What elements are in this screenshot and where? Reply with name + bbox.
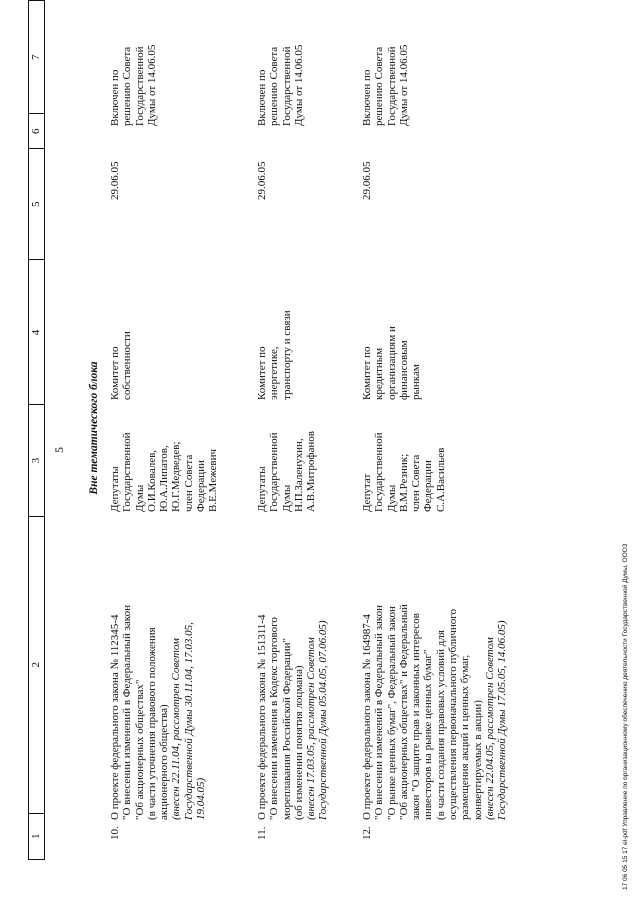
description-line: мореплавания Российской Федерации" [280, 637, 293, 820]
description-line: (об изменении понятия лоцмана) [292, 665, 305, 820]
block-title: Вне тематического блока [88, 361, 100, 495]
column-number-4: 4 [29, 260, 45, 405]
authors-cell [109, 400, 220, 512]
note-line: (внесен 17.03.05, рассмотрен Советом [305, 637, 318, 820]
author-line: Депутаты [109, 466, 121, 512]
row-number: 10. [109, 826, 121, 840]
column-header-table [28, 0, 45, 860]
author-line: А.В.Митрофанов [305, 431, 318, 512]
status-line: Государственной [133, 46, 146, 126]
author-line: член Совета [410, 454, 423, 512]
status-cell [109, 6, 158, 126]
author-line: Ю.А.Липатов, [158, 445, 171, 512]
submission-note [484, 550, 509, 820]
bill-description [361, 550, 509, 820]
author-line: Депутат [361, 473, 373, 512]
column-number-6: 6 [29, 114, 45, 149]
author-line: Федерации [422, 460, 435, 512]
author-line: Думы [133, 484, 146, 512]
status-line: Включен по [361, 69, 373, 126]
status-line: Думы от 14.06.05 [292, 44, 305, 126]
note-line: 19.04.05) [195, 777, 208, 820]
table-row [109, 0, 259, 900]
description-line: (в части уточнения правового положения [145, 627, 158, 820]
description-line: осуществления первоначального публичного [447, 608, 460, 820]
status-line: Думы от 14.06.05 [397, 44, 410, 126]
author-line: В.М.Резник; [397, 453, 410, 512]
committee-line: энергетике, [268, 346, 281, 400]
author-line: Депутаты [256, 466, 268, 512]
committee-line: транспорту и связи [280, 310, 293, 400]
column-number-7: 7 [29, 1, 45, 114]
description-line: О проекте федерального закона № 112345-4 [109, 614, 121, 820]
author-line: С.А.Васильев [434, 447, 447, 512]
authors-cell [256, 400, 317, 512]
committee-line: финансовым [397, 340, 410, 400]
description-line: (в части создания правовых условий для [434, 630, 447, 820]
committee-cell [256, 260, 293, 400]
committee-line: Комитет по [109, 346, 121, 400]
description-line: "О внесении изменения в Кодекс торгового [268, 617, 281, 820]
column-number-1: 1 [29, 813, 45, 859]
date-cell: 29.06.05 [361, 161, 373, 200]
column-number-2: 2 [29, 516, 45, 813]
status-line: Государственной [385, 46, 398, 126]
note-line: Государственной Думы 30.11.04, 17.03.05, [182, 622, 195, 820]
committee-line: кредитным [373, 347, 386, 400]
date-cell: 29.06.05 [256, 161, 268, 200]
description-line: "Об акционерных обществах" [133, 679, 146, 820]
page-number: 5 [52, 447, 66, 453]
row-number: 12. [361, 826, 373, 840]
column-number-3: 3 [29, 405, 45, 516]
committee-line: рынкам [410, 364, 423, 400]
author-line: Государственной [373, 432, 386, 512]
description-line: "Об акционерных обществах" и Федеральный [397, 604, 410, 820]
column-number-5: 5 [29, 149, 45, 260]
author-line: Н.П.Заленухин, [292, 438, 305, 512]
author-line: О.И.Ковалев, [145, 449, 158, 512]
committee-cell [109, 260, 134, 400]
committee-cell [361, 260, 422, 400]
description-line: конвертируемых в акции) [471, 700, 484, 820]
date-cell: 29.06.05 [109, 161, 121, 200]
description-line: "О внесении изменений в Федеральный закон [373, 605, 386, 820]
author-line: Думы [280, 484, 293, 512]
committee-line: Комитет по [361, 346, 373, 400]
status-line: Государственной [280, 46, 293, 126]
status-cell [256, 6, 305, 126]
description-line: О проекте федерального закона № 164987-4 [361, 614, 373, 820]
bill-description [109, 550, 207, 820]
description-line: акционерного общества) [158, 704, 171, 820]
status-line: решению Совета [121, 46, 134, 126]
status-line: решению Совета [373, 46, 386, 126]
description-line: О проекте федерального закона № 151311-4 [256, 614, 268, 820]
committee-line: собственности [121, 331, 134, 400]
submission-note [305, 550, 330, 820]
description-line: "О внесении изменений в Федеральный закон [121, 605, 134, 820]
author-line: Государственной [268, 432, 281, 512]
author-line: член Совета [182, 454, 195, 512]
status-cell [361, 6, 410, 126]
author-line: Государственной [121, 432, 134, 512]
status-line: решению Совета [268, 46, 281, 126]
submission-note [170, 550, 207, 820]
status-line: Включен по [109, 69, 121, 126]
note-line: Государственной Думы 17.05.05, 14.06.05) [496, 620, 509, 820]
author-line: Думы [385, 484, 398, 512]
status-line: Думы от 14.06.05 [145, 44, 158, 126]
status-line: Включен по [256, 69, 268, 126]
table-row [256, 0, 352, 900]
note-line: (внесен 22.04.05, рассмотрен Советом [483, 637, 496, 820]
note-line: (внесен 22.11.04, рассмотрен Советом [170, 638, 183, 820]
table-row [361, 0, 521, 900]
description-line: закон "О защите прав и законных интересов [410, 613, 423, 820]
bill-description [256, 550, 330, 820]
author-line: Ю.Г.Медведев; [170, 441, 183, 512]
description-line: размещения акций и ценных бумаг, [459, 654, 472, 820]
description-line: инвесторов на рынке ценных бумаг" [422, 649, 435, 820]
committee-line: Комитет по [256, 346, 268, 400]
author-line: Федерации [195, 460, 208, 512]
committee-line: организациям и [385, 326, 398, 400]
note-line: Государственной Думы 05.04.05, 07.06.05) [317, 620, 330, 820]
row-number: 11. [256, 826, 268, 840]
description-line: "О рынке ценных бумаг", Федеральный закон [385, 606, 398, 820]
author-line: В.Е.Межевич [207, 448, 220, 512]
footer-note: 17 06 05 15 17 el-pdf Управление по организационному обеспечению деятельности Государственной Думы, ООО3 [622, 543, 629, 890]
authors-cell [361, 400, 447, 512]
